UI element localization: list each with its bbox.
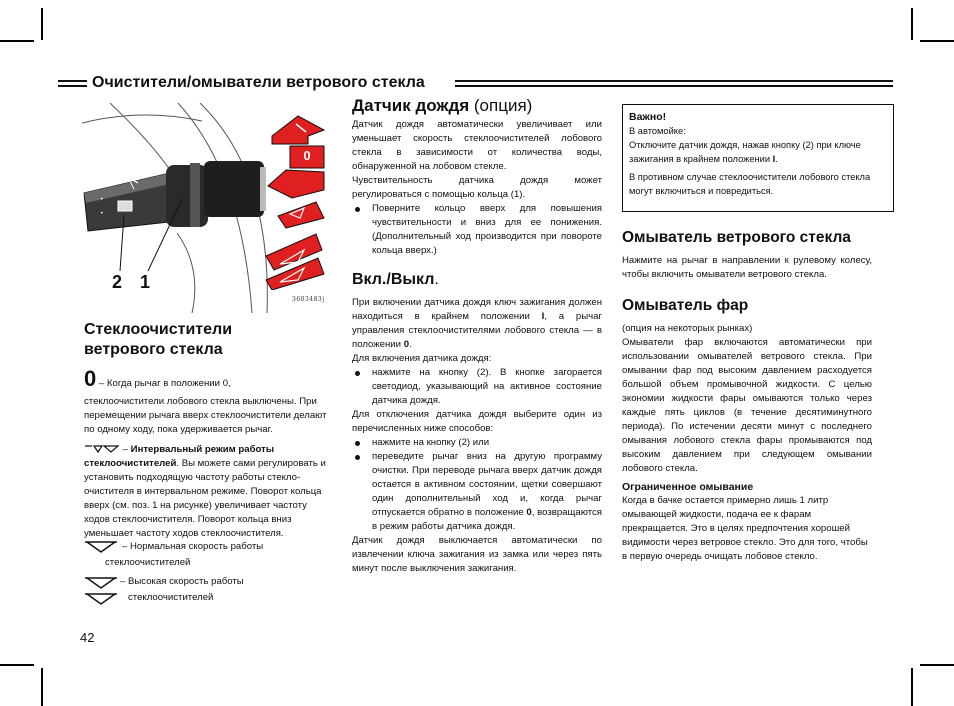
rain-sensor-bullet: Поверните кольцо вверх для повышения чувствительности и вниз для ее понижения. (Дополнительный ход производится при повороте кольца вверх.): [352, 202, 602, 258]
headlamp-p1: (опция на некоторых рынках): [622, 323, 753, 334]
crop-mark: [920, 40, 954, 42]
note-p3: В противном случае стеклоочистители лобового стекла могут включиться и повредиться.: [629, 172, 871, 196]
onoff-p3: Для отключения датчика дождя выберите один из перечисленных ниже способов:: [352, 409, 602, 434]
header-rule-right: [455, 80, 893, 87]
crop-mark: [0, 40, 34, 42]
figure-code: 3603483j: [292, 296, 325, 303]
rain-sensor-p1: Датчик дождя автоматически увеличивает или уменьшает скорость стеклоочистителей лобового стекла в зависимости от количества воды, обнаруженной на лобовом стекле.: [352, 119, 602, 172]
zero-text-2: стеклоочистители лобового стекла выключены. При перемещении рычага вверх стеклоочистители делают по одному ходу, пока удерживается рычаг.: [84, 396, 327, 435]
switch-zero-label: 0: [303, 148, 311, 163]
washer-text: Нажмите на рычаг в направлении к рулевому колесу, чтобы включить омыватели ветрового стекла.: [622, 255, 872, 280]
onoff-b3c: , возвращаются в режим работы датчика дождя.: [372, 507, 602, 532]
high-speed-icon: [84, 576, 118, 608]
high-speed-line2: стеклоочистителей: [128, 592, 214, 603]
wipers-heading-line2: ветрового стекла: [84, 341, 223, 358]
normal-speed-line1: – Нормальная скорость работы: [122, 541, 264, 552]
middle-column: [352, 96, 602, 576]
right-column: [622, 228, 872, 564]
onoff-p1a: При включении датчика дождя ключ зажигания должен находиться в крайнем положении: [352, 297, 602, 322]
onoff-bullet-2: нажмите на кнопку (2) или: [352, 436, 602, 450]
interval-bold: Интервальный режим работы стеклоочистителей: [84, 444, 275, 469]
rain-sensor-option: (опция): [469, 96, 533, 115]
svg-text:•: •: [100, 196, 104, 203]
crop-mark: [911, 668, 913, 706]
note-p1: В автомойке:: [629, 126, 686, 136]
note-title: Важно!: [629, 111, 667, 123]
wipers-heading-line1: Стеклоочистители: [84, 321, 233, 338]
onoff-bullet-3: [352, 450, 602, 534]
onoff-p1b: I: [541, 311, 545, 322]
onoff-dot: .: [434, 271, 439, 288]
onoff-p1: [352, 296, 602, 352]
onoff-p1d: 0: [403, 339, 410, 350]
onoff-title: Вкл./Выкл: [352, 271, 435, 288]
crop-mark: [41, 668, 43, 706]
switch-positions-diagram: [262, 110, 330, 290]
interval-text: . Вы можете сами регулировать и установить подходящую частоту работы стекло-очистителя в интервальном режиме. Поворот кольца вверх (см. поз. 1 на рисунке) увеличивает частоту ходов стеклоочистителя. Поворот кольца вниз уменьшает частоту ходов стеклоочистителя.: [84, 458, 326, 539]
onoff-p2: Для включения датчика дождя:: [352, 353, 492, 364]
interval-wipe-icon: [84, 444, 120, 454]
crop-mark: [41, 8, 43, 40]
left-column: [84, 320, 334, 541]
limited-washing-heading: Ограниченное омывание: [622, 481, 754, 493]
limited-washing-text: Когда в бачке остается примерно лишь 1 литр омывающей жидкости, подача ее к фарам прекращается. Это в целях предпочтения хорошей видимости через ветровое стекло. Это для того, чтобы в первую очередь очищать лобовое стекло.: [622, 495, 868, 562]
onoff-p1c: , а рычаг управления стеклоочистителями лобового стекла — в положении: [352, 311, 602, 350]
header-rule-left: [58, 80, 87, 87]
onoff-p1e: .: [409, 339, 412, 350]
high-speed-line1: – Высокая скорость работы: [120, 576, 244, 587]
onoff-b3a: переведите рычаг вниз на другую программу очистки. При переводе рычага вверх датчик дождя остается в активном состоянии, щетки совершают один дополнительный ход и, когда рычаг отпускается обратно в положение: [372, 451, 602, 518]
rain-sensor-heading: [352, 96, 602, 116]
interval-dash: –: [120, 444, 131, 455]
important-note-box: [622, 104, 894, 212]
figure-label-2: 2: [112, 272, 123, 292]
zero-text-1: – Когда рычаг в положении 0,: [96, 378, 231, 389]
note-p2b: I: [772, 154, 776, 164]
onoff-heading: [352, 270, 602, 290]
page-number: 42: [80, 630, 95, 645]
washer-heading: Омыватель ветрового стекла: [622, 229, 851, 246]
note-p2: [629, 138, 887, 166]
position-zero-digit: 0: [84, 366, 97, 391]
figure-label-1: 1: [140, 272, 151, 292]
rain-sensor-title: Датчик дождя: [352, 96, 470, 115]
rain-sensor-p2: Чувствительность датчика дождя может регулироваться с помощью кольца (1).: [352, 175, 602, 200]
crop-mark: [0, 664, 34, 666]
crop-mark: [911, 8, 913, 40]
onoff-b3b: 0: [526, 507, 532, 518]
onoff-bullet-1: нажмите на кнопку (2). В кнопке загорается светодиод, указывающий на активное состояние датчика дождя.: [352, 366, 602, 408]
normal-speed-line2: стеклоочистителей: [105, 557, 191, 568]
headlamp-p2: Омыватели фар включаются автоматически при использовании омывателей ветрового стекла. При омывании фар под высоким давлением расходуется большой объем промывочной жидкости. С целью экономии жидкости фары омываются только через каждые пять циклов (в течение десятиминутного периода). По истечении десяти минут с последнего омывания лобового стекла фары промываются под высоким давлением при следующем омывании лобового стекла.: [622, 337, 872, 474]
normal-speed-icon: [84, 540, 118, 554]
crop-mark: [920, 664, 954, 666]
page-title: Очистители/омыватели ветрового стекла: [92, 74, 425, 91]
note-p2a: Отключите датчик дождя, нажав кнопку (2) при ключе зажигания в крайнем положении: [629, 140, 861, 164]
interval-paragraph: [84, 443, 334, 541]
onoff-p4: Датчик дождя выключается автоматически по извлечении ключа зажигания из замка или через пять минут после выключения зажигания.: [352, 535, 602, 574]
wipers-heading: [84, 320, 334, 360]
note-p2c: .: [775, 154, 778, 164]
svg-text:•: •: [100, 210, 104, 217]
headlamp-washer-heading: Омыватель фар: [622, 297, 749, 314]
